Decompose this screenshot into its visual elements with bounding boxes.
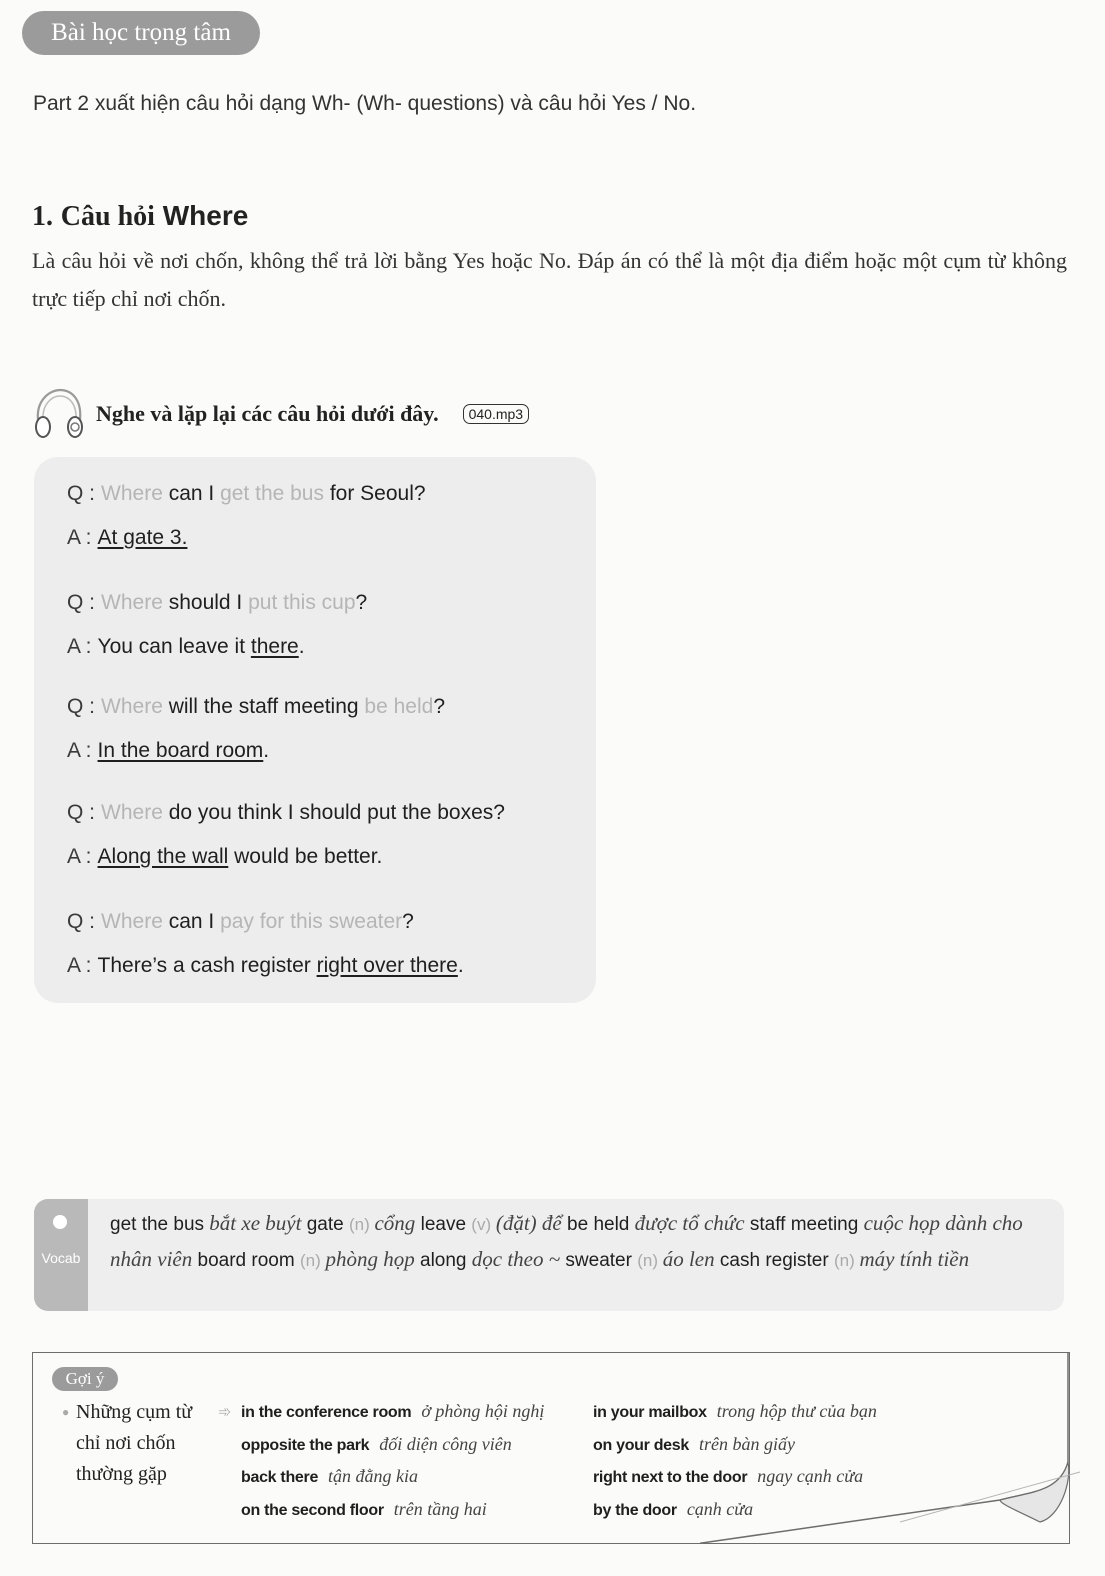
text-segment: There’s a cash register xyxy=(97,954,317,977)
line-prefix: Q : xyxy=(67,695,96,718)
hint-meaning: ở phòng hội nghị xyxy=(421,1401,545,1421)
hint-meaning: cạnh cửa xyxy=(686,1498,754,1519)
bullet-icon: ● xyxy=(62,1405,70,1419)
line-prefix: A : xyxy=(67,526,92,549)
hint-meaning: đối diện công viên xyxy=(379,1433,512,1454)
question-line xyxy=(67,801,505,825)
intro-text: Part 2 xuất hiện câu hỏi dạng Wh- (Wh- questions) và câu hỏi Yes / No. xyxy=(33,92,697,115)
vocab-entry xyxy=(420,1211,562,1235)
section-title-en: Where xyxy=(162,200,249,231)
hint-meaning: trên tầng hai xyxy=(393,1498,487,1519)
text-segment: there xyxy=(250,635,299,658)
text-segment: will the staff meeting xyxy=(162,695,365,718)
text-segment: do you think I should put the boxes? xyxy=(162,801,505,824)
vocab-meaning: phòng họp xyxy=(325,1247,415,1271)
vocab-pos: (n) xyxy=(833,1251,860,1270)
vocab-term: cash register xyxy=(719,1250,834,1271)
vocab-entry xyxy=(110,1211,302,1235)
hint-phrase: on the second floor xyxy=(241,1501,384,1519)
hint-column-2 xyxy=(593,1396,877,1526)
hint-meaning: tận đằng kia xyxy=(328,1466,419,1486)
text-segment: put this cup xyxy=(248,591,356,614)
vocab-meaning: bắt xe buýt xyxy=(209,1211,302,1235)
text-segment: . xyxy=(457,954,464,977)
hint-category-line: chỉ nơi chốn xyxy=(76,1432,176,1454)
text-segment: right over there xyxy=(316,954,458,977)
hint-phrase: by the door xyxy=(593,1501,677,1519)
vocab-term: get the bus xyxy=(110,1214,210,1235)
hint-row xyxy=(593,1396,877,1429)
vocab-meaning: (đặt) để xyxy=(495,1211,562,1235)
question-line xyxy=(67,695,445,719)
text-segment: At gate 3. xyxy=(97,526,188,549)
vocab-term: sweater xyxy=(565,1250,638,1271)
text-segment: can I xyxy=(162,482,221,505)
section-header-title: Bài học trọng tâm xyxy=(51,19,231,46)
headphones-icon xyxy=(30,386,86,442)
vocab-meaning: được tổ chức xyxy=(634,1211,745,1235)
text-segment: Where xyxy=(101,910,163,933)
vocab-list xyxy=(110,1206,1050,1278)
vocab-term: gate xyxy=(306,1214,349,1235)
text-segment: ? xyxy=(433,695,446,718)
line-prefix: A : xyxy=(67,845,92,868)
vocab-entry xyxy=(719,1247,970,1271)
line-prefix: A : xyxy=(67,635,92,658)
arrow-right-icon: ➾ xyxy=(218,1404,232,1421)
vocab-meaning: cuộc họp dành cho nhân viên xyxy=(110,1211,1023,1271)
hint-row xyxy=(241,1396,544,1429)
line-prefix: Q : xyxy=(67,591,96,614)
question-line xyxy=(67,910,414,934)
vocab-pos: (n) xyxy=(348,1215,375,1234)
vocab-term: be held xyxy=(567,1214,635,1235)
line-prefix: Q : xyxy=(67,801,96,824)
hint-meaning: trên bàn giấy xyxy=(698,1433,795,1454)
hint-category-line: thường gặp xyxy=(76,1463,167,1485)
hint-phrase: opposite the park xyxy=(241,1436,370,1454)
vocab-entry xyxy=(420,1247,561,1271)
text-segment: You can leave it xyxy=(97,635,251,658)
vocab-entry xyxy=(565,1247,715,1271)
text-segment: Along the wall xyxy=(97,845,229,868)
vocab-pos: (n) xyxy=(299,1251,326,1270)
text-segment: Where xyxy=(101,591,163,614)
vocab-pos: (n) xyxy=(637,1251,663,1270)
text-segment: pay for this sweater xyxy=(220,910,403,933)
vocab-label: Vocab xyxy=(41,1250,81,1266)
text-segment: can I xyxy=(162,910,221,933)
audio-file-label[interactable]: 040.mp3 xyxy=(463,404,529,424)
answer-line xyxy=(67,739,269,763)
bullet-icon xyxy=(53,1215,67,1229)
hint-row xyxy=(241,1461,544,1494)
hint-row xyxy=(241,1429,544,1462)
text-segment: Where xyxy=(101,695,163,718)
text-segment: for Seoul? xyxy=(324,482,426,505)
question-line xyxy=(67,482,426,506)
hint-category xyxy=(62,1397,207,1490)
hint-row xyxy=(593,1461,877,1494)
hint-phrase: in the conference room xyxy=(241,1404,412,1421)
hint-row xyxy=(593,1494,877,1527)
line-prefix: A : xyxy=(67,954,92,977)
vocab-entry xyxy=(306,1211,416,1235)
text-segment: would be better. xyxy=(228,845,383,868)
section-description: Là câu hỏi về nơi chốn, không thể trả lời bằng Yes hoặc No. Đáp án có thể là một địa điểm hoặc một cụm từ không trực tiếp chỉ nơi chốn. xyxy=(32,248,1067,311)
hint-phrase: in your mailbox xyxy=(593,1404,707,1421)
hint-row xyxy=(241,1494,544,1527)
vocab-meaning: cổng xyxy=(374,1211,416,1235)
text-segment: . xyxy=(263,739,270,762)
vocab-entry xyxy=(197,1247,415,1271)
line-prefix: A : xyxy=(67,739,92,762)
text-segment: be held xyxy=(364,695,434,718)
text-segment: get the bus xyxy=(220,482,324,505)
vocab-term: along xyxy=(420,1250,472,1271)
text-segment: should I xyxy=(162,591,249,614)
text-segment: ? xyxy=(355,591,368,614)
question-line xyxy=(67,591,367,615)
answer-line xyxy=(67,845,382,869)
hint-meaning: trong hộp thư của bạn xyxy=(716,1401,877,1421)
section-title-vi: Câu hỏi xyxy=(60,201,155,232)
listen-instruction xyxy=(30,386,529,442)
hint-category-line: Những cụm từ xyxy=(76,1401,193,1423)
vocab-term: leave xyxy=(420,1214,472,1235)
line-prefix: Q : xyxy=(67,910,96,933)
text-segment: ? xyxy=(402,910,414,933)
text-segment: In the board room xyxy=(97,739,264,762)
text-segment: Where xyxy=(101,482,163,505)
answer-line xyxy=(67,954,464,978)
answer-line xyxy=(67,526,187,550)
vocab-meaning: dọc theo ~ xyxy=(471,1247,561,1271)
listen-text: Nghe và lặp lại các câu hỏi dưới đây. xyxy=(96,401,439,426)
hint-phrase: right next to the door xyxy=(593,1469,748,1486)
section-title xyxy=(32,200,248,233)
hint-phrase: back there xyxy=(241,1469,319,1486)
text-segment: . xyxy=(298,635,305,658)
vocab-pos: (v) xyxy=(471,1215,496,1234)
hint-column-1 xyxy=(241,1396,544,1526)
hint-row xyxy=(593,1429,877,1462)
vocab-term: staff meeting xyxy=(749,1214,864,1235)
hint-phrase: on your desk xyxy=(593,1436,689,1454)
section-number: 1. xyxy=(32,201,53,232)
line-prefix: Q : xyxy=(67,482,96,505)
answer-line xyxy=(67,635,305,659)
hint-meaning: ngay cạnh cửa xyxy=(757,1466,864,1486)
vocab-entry xyxy=(567,1211,745,1235)
vocab-meaning: máy tính tiền xyxy=(859,1247,970,1271)
section-header-pill xyxy=(22,11,260,55)
vocab-meaning: áo len xyxy=(662,1247,715,1271)
text-segment: Where xyxy=(101,801,163,824)
hint-label: Gợi ý xyxy=(52,1367,118,1391)
vocab-term: board room xyxy=(197,1250,300,1271)
